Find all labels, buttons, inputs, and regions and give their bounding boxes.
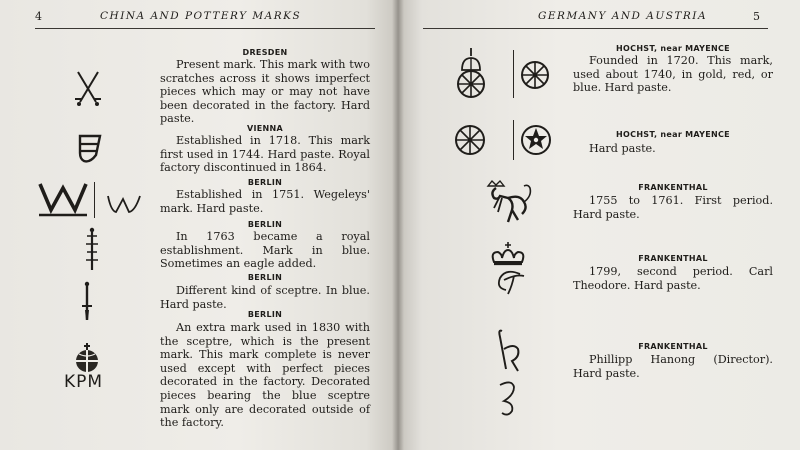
section-label: HOCHST, near MAYENCE: [616, 44, 730, 53]
section-label: FRANKENTHAL: [638, 183, 708, 192]
left-running-head: CHINA AND POTTERY MARKS: [100, 10, 302, 22]
section-label: VIENNA: [246, 124, 283, 133]
section-label: HOCHST, near MAYENCE: [616, 130, 730, 139]
kpm-letters: KPM: [64, 372, 104, 392]
mark-divider: [94, 182, 95, 218]
hochst-wheel-mark-2: [454, 124, 486, 156]
right-page: [398, 0, 800, 450]
section-text: In 1763 became a royal establishment. Mark in blue. Sometimes an eagle added.: [160, 230, 370, 271]
dresden-crossed-swords-mark: [72, 68, 104, 108]
section-label: FRANKENTHAL: [638, 342, 708, 351]
section-label: BERLIN: [247, 178, 283, 187]
section-label: BERLIN: [247, 310, 283, 319]
left-page-number: 4: [35, 10, 42, 23]
section-text: Hard paste.: [589, 142, 656, 155]
berlin-dagger-sceptre-mark: [80, 280, 94, 322]
hochst-wheel-mark: [520, 60, 550, 90]
section-text: An extra mark used in 1830 with the sceptre, which is the present mark. This mark complete is never used except with perfect pieces decorated in the factory. Decorated pieces bearing the blue sceptre mark only are decorated outside of the factory.: [160, 321, 370, 430]
section-label: DRESDEN: [242, 48, 288, 57]
section-text: Phillipp Hanong (Director). Hard paste.: [573, 353, 773, 380]
left-header-rule: [35, 28, 375, 29]
right-header-rule: [423, 28, 768, 29]
berlin-small-w-mark: [106, 193, 142, 215]
section-text: Founded in 1720. This mark, used about 1740, in gold, red, or blue. Hard paste.: [573, 54, 773, 95]
frankenthal-crown-ct-mark: [486, 240, 530, 298]
frankenthal-lion-mark: [484, 178, 534, 226]
vienna-shield-mark: [76, 133, 104, 165]
right-page-number: 5: [753, 10, 760, 23]
hochst-star-wheel-mark: [520, 124, 552, 156]
section-text: Different kind of sceptre. In blue. Hard paste.: [160, 284, 370, 311]
frankenthal-ph-script-mark: [490, 325, 526, 417]
mark-divider: [513, 120, 514, 160]
section-text: Present mark. This mark with two scratches across it shows imperfect pieces which may or may not have been decorated in the factory. Hard paste.: [160, 58, 370, 126]
section-label: BERLIN: [247, 273, 283, 282]
hochst-crowned-wheel-mark: [454, 46, 488, 100]
section-text: Established in 1751. Wegeleys' mark. Hard paste.: [160, 188, 370, 215]
section-text: Established in 1718. This mark first used in 1744. Hard paste. Royal factory discontinued in 1864.: [160, 134, 370, 175]
berlin-wegeley-w-mark: [38, 180, 88, 218]
section-text: 1755 to 1761. First period. Hard paste.: [573, 194, 773, 221]
section-label: BERLIN: [247, 220, 283, 229]
section-label: FRANKENTHAL: [638, 254, 708, 263]
book-gutter: [392, 0, 404, 450]
mark-divider: [513, 50, 514, 98]
left-page: [0, 0, 398, 450]
berlin-sceptre-mark: [84, 226, 100, 272]
section-text: 1799, second period. Carl Theodore. Hard paste.: [573, 265, 773, 292]
kpm-orb-mark: [72, 342, 102, 374]
right-running-head: GERMANY AND AUSTRIA: [538, 10, 708, 22]
